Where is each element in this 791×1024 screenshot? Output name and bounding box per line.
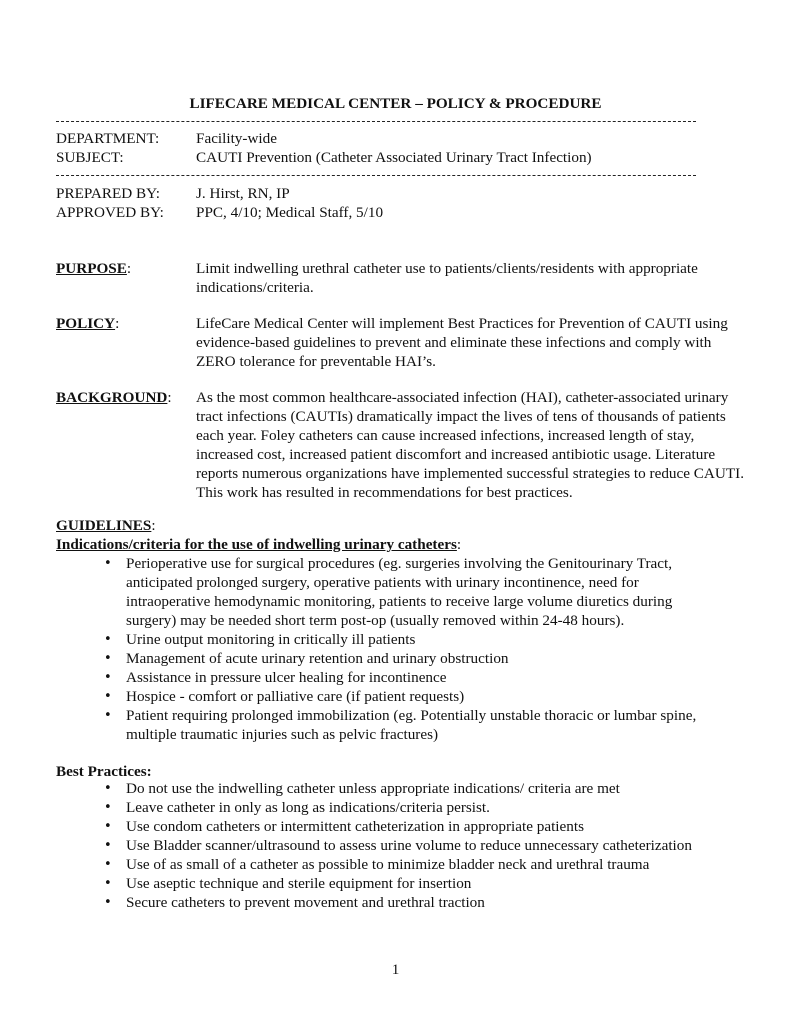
page-number: 1	[391, 961, 400, 978]
purpose-text: Limit indwelling urethral catheter use to patients/clients/residents with appropriate indications/criteria.	[196, 260, 698, 296]
list-item: • Use aseptic technique and sterile equipment for insertion	[104, 875, 472, 892]
guidelines-heading: GUIDELINES:	[56, 517, 156, 534]
bullet-icon: •	[104, 895, 112, 910]
list-item: • Urine output monitoring in critically ill patients	[104, 631, 416, 648]
dashed-divider	[56, 121, 696, 122]
prepared-by-label: PREPARED BY:	[56, 185, 160, 202]
policy-heading: POLICY:	[56, 315, 120, 332]
department-value: Facility-wide	[196, 130, 277, 147]
list-item: • Patient requiring prolonged immobilization (eg. Potentially unstable thoracic or lumbar spine, multiple traumatic injuries such as pelvic fractures)	[104, 707, 697, 743]
bullet-icon: •	[104, 838, 112, 853]
list-item: • Leave catheter in only as long as indications/criteria persist.	[104, 799, 490, 816]
bullet-icon: •	[104, 689, 112, 704]
best-practices-heading: Best Practices:	[56, 763, 152, 780]
list-item: • Secure catheters to prevent movement and urethral traction	[104, 894, 485, 911]
bullet-icon: •	[104, 708, 112, 723]
background-heading: BACKGROUND:	[56, 389, 172, 406]
list-item: • Do not use the indwelling catheter unless appropriate indications/ criteria are met	[104, 780, 620, 797]
dashed-divider	[56, 175, 696, 176]
purpose-heading: PURPOSE:	[56, 260, 132, 277]
list-item: • Hospice - comfort or palliative care (if patient requests)	[104, 688, 465, 705]
indications-heading: Indications/criteria for the use of indwelling urinary catheters:	[56, 536, 462, 553]
list-item: • Use condom catheters or intermittent catheterization in appropriate patients	[104, 818, 584, 835]
background-text: As the most common healthcare-associated infection (HAI), catheter-associated urinary tract infections (CAUTIs) dramatically impact the lives of tens of thousands of patients each year. Foley catheters can cause increased infections, increased length of stay, increased cost, increased patient discomfort and increased antibiotic usage. Literature reports numerous organizations have implemented successful strategies to reduce CAUTI. This work has resulted in recommendations for best practices.	[196, 389, 744, 501]
list-item: • Use of as small of a catheter as possible to minimize bladder neck and urethral trauma	[104, 856, 650, 873]
bullet-icon: •	[104, 781, 112, 796]
bullet-icon: •	[104, 819, 112, 834]
list-item: • Use Bladder scanner/ultrasound to assess urine volume to reduce unnecessary catheterization	[104, 837, 692, 854]
bullet-icon: •	[104, 670, 112, 685]
list-item: • Management of acute urinary retention and urinary obstruction	[104, 650, 509, 667]
subject-value: CAUTI Prevention (Catheter Associated Urinary Tract Infection)	[196, 149, 592, 166]
approved-by-value: PPC, 4/10; Medical Staff, 5/10	[196, 204, 384, 221]
bullet-icon: •	[104, 800, 112, 815]
prepared-by-value: J. Hirst, RN, IP	[196, 185, 290, 202]
indications-list	[104, 554, 724, 744]
bullet-icon: •	[104, 876, 112, 891]
bullet-icon: •	[104, 632, 112, 647]
list-item: • Assistance in pressure ulcer healing for incontinence	[104, 669, 447, 686]
document-title: LIFECARE MEDICAL CENTER – POLICY & PROCEDURE	[189, 95, 602, 112]
list-item: • Perioperative use for surgical procedures (eg. surgeries involving the Genitourinary Tract, anticipated prolonged surgery, operative patients with urinary incontinence, need for intraoperative hemodynamic monitoring, patients to receive large volume diuretics during surgery) may be needed short term post-op (usually removed within 24-48 hours).	[104, 555, 673, 629]
department-label: DEPARTMENT:	[56, 130, 160, 147]
subject-label: SUBJECT:	[56, 149, 124, 166]
approved-by-label: APPROVED BY:	[56, 204, 164, 221]
policy-text: LifeCare Medical Center will implement Best Practices for Prevention of CAUTI using evidence-based guidelines to prevent and eliminate these infections and comply with ZERO tolerance for preventable HAI’s.	[196, 315, 728, 370]
bullet-icon: •	[104, 556, 112, 571]
bullet-icon: •	[104, 651, 112, 666]
bullet-icon: •	[104, 857, 112, 872]
best-practices-list	[104, 779, 724, 912]
